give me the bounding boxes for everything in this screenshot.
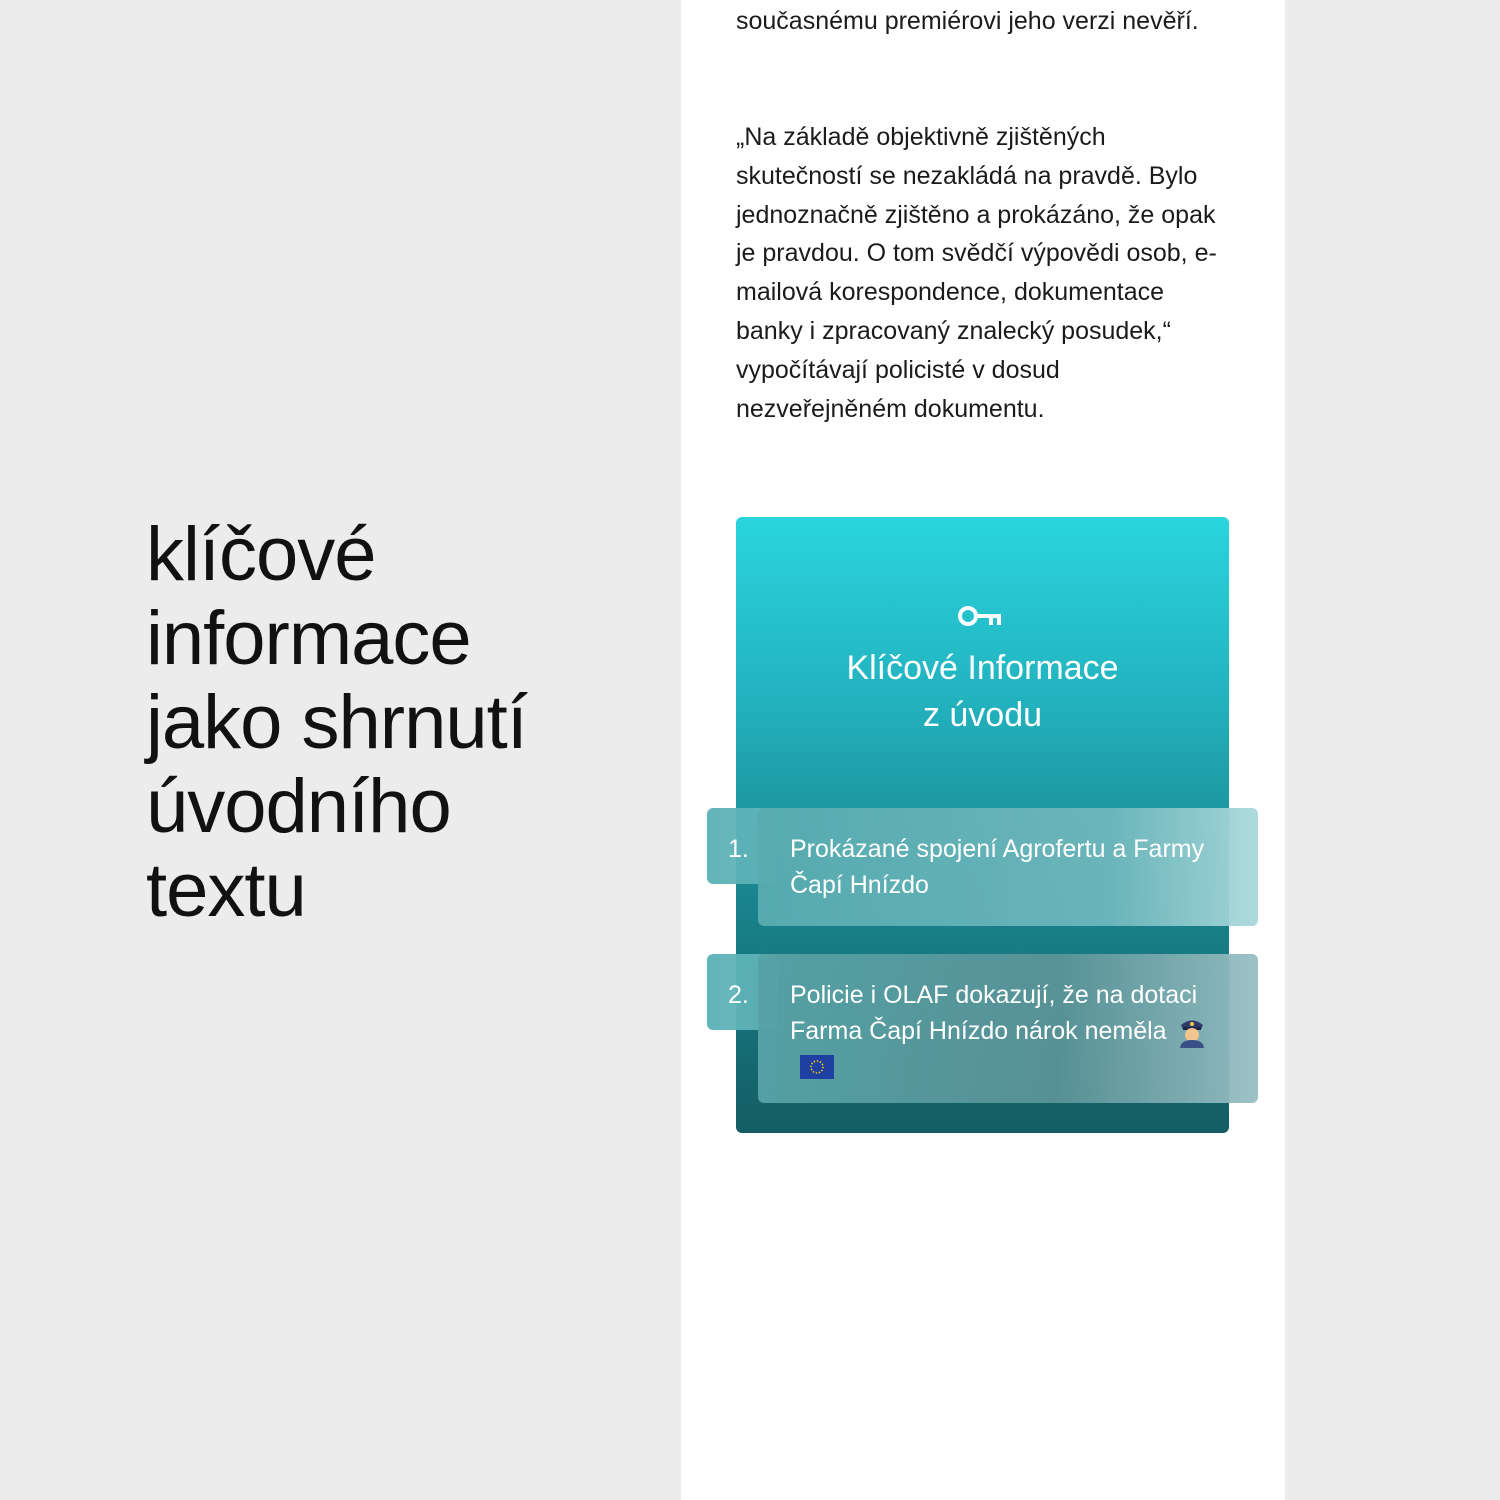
key-point-item — [707, 808, 1258, 926]
key-card-title-line: Klíčové Informace — [846, 649, 1119, 687]
article-panel — [681, 0, 1285, 1500]
article-paragraph: současnému premiérovi jeho verzi nevěří. — [736, 7, 1199, 35]
point-text-with-icons — [790, 978, 1230, 1085]
headline-line: textu — [146, 848, 306, 933]
headline-line: jako shrnutí — [146, 680, 527, 765]
headline-line: informace — [146, 596, 471, 681]
point-text: Prokázané spojení Agrofertu a Farmy Čapí Hnízdo — [790, 835, 1205, 899]
point-number: 1. — [728, 835, 749, 863]
key-icon — [957, 605, 1007, 633]
eu-flag-icon — [800, 1055, 834, 1079]
headline-line: úvodního — [146, 764, 451, 849]
page-headline — [146, 513, 666, 933]
key-point-item — [707, 954, 1258, 1103]
point-number: 2. — [728, 981, 749, 1009]
key-card-title-line: z úvodu — [922, 696, 1043, 734]
key-card-title — [736, 645, 1229, 739]
point-text: Policie i OLAF dokazují, že na dotaci Farma Čapí Hnízdo nárok neměla — [790, 981, 1198, 1045]
article-quote-paragraph: „Na základě objektivně zjištěných skutečností se nezakládá na pravdě. Bylo jednoznačně zjištěno a prokázáno, že opak je pravdou. O tom svědčí výpovědi osob, e-mailová korespondence, dokumentace banky i zpracovaný znalecký posudek,“ vypočítávají policisté v dosud nezveřejněném dokumentu. — [736, 123, 1217, 423]
police-officer-icon — [1177, 1016, 1207, 1048]
headline-line: klíčové — [146, 512, 376, 597]
